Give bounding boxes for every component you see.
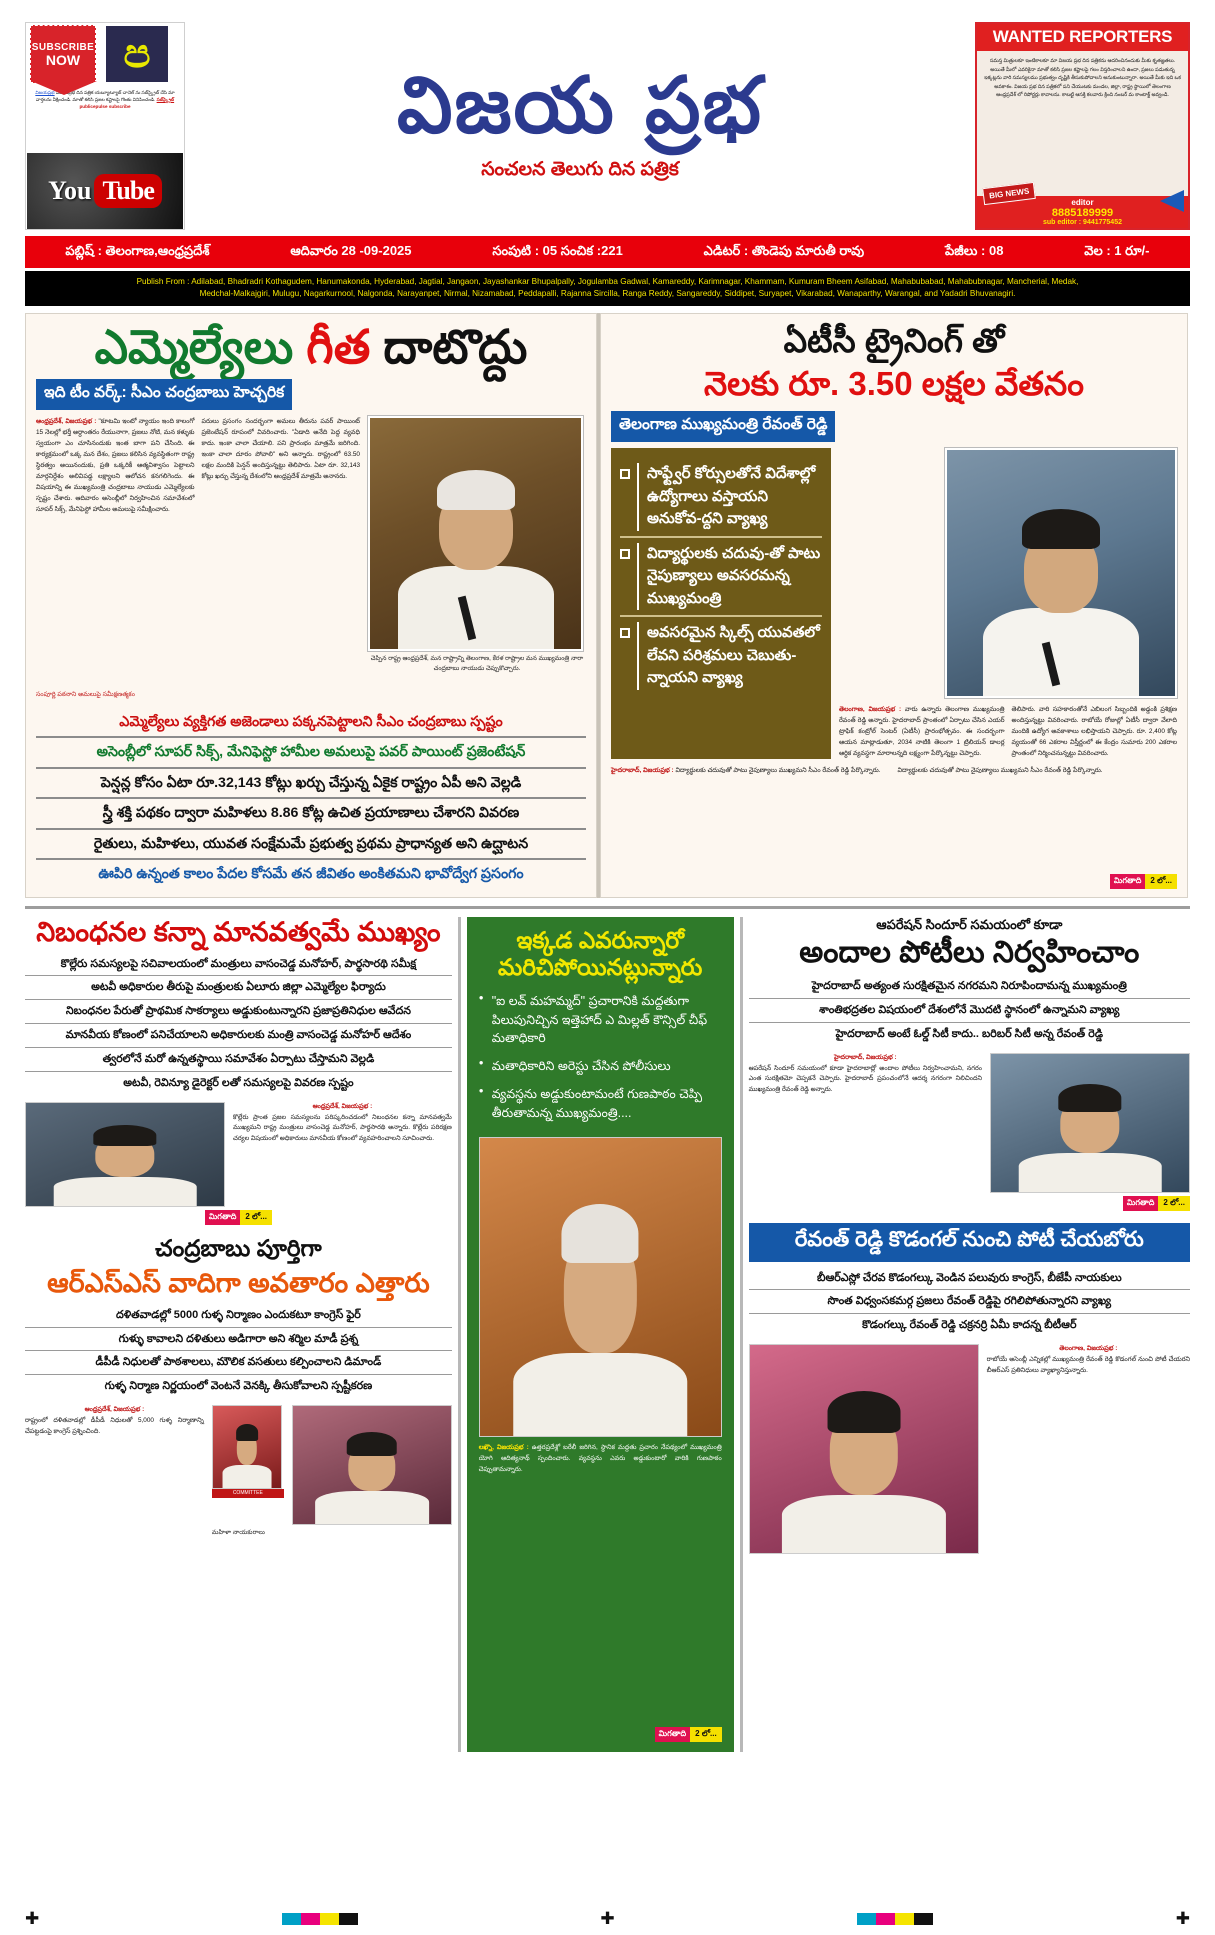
- lead-left-column-1: [36, 416, 195, 687]
- photo-hair-shape: [236, 1424, 258, 1440]
- photo-hair-shape: [1058, 1084, 1121, 1112]
- story4-sub-1: దళితవాడల్లో 5000 గుళ్ళ నిర్మాణం ఎందుకటూ కాంగ్రెస్ ఫైర్: [115, 1308, 361, 1321]
- megaphone-icon: [1160, 190, 1184, 212]
- lead-right-footer-note: విద్యార్థులకు చదువుతో పాటు నైపుణ్యాలు ముఖ్యమని సీఎం రేవంత్ రెడ్డి పేర్కొన్నారు.: [675, 767, 881, 775]
- story5-subheads: [749, 1267, 1190, 1338]
- story5-dateline: తెలంగాణ, విజయప్రభ :: [1059, 1345, 1118, 1353]
- story5-photo: [749, 1344, 979, 1554]
- lead-left-body-1: "కూటమి ఇంటో న్యాయం ఇంది కాలంగో 15 నెలల్లో భర్తీ అర్ధాంతరం రేయునాగా, ప్రజలు నోటి, మన కళ్ళుకు స్వయంగా ఎం చూసినందుకు ఇంత బాగా పని చేసింది. ఈ కార్యక్రమంలో ఒక్క మన దేశం, ప్రజలు కలిసిన వ్యవస్థితంగా రాష్ట్ర స్థిరత్వం అయినందుకు, ప్రతి ఒక్కరికీ ఆత్మవిశ్వాసం పెట్టాలని మార్గనిర్దేశం అలివిపడ్డ లక్ష్యాలని ఆలోచన కనగలిగెందు. ఈ విషయాన్ని ఈ ముఖ్యమంత్రి చంద్రబాబు నాయుడు ఎమ్మెల్యేలకు స్పష్టం చేశారు. ఆదివారం అసెంబ్లీలో నిర్వహించిన సమావేశంలో సూపర్ సిక్స్, మేనిఫెస్టో హామీల అమలుపై సమీక్షించారు.: [36, 417, 195, 514]
- photo-body-shape: [315, 1491, 429, 1524]
- story3-kicker: ఆపరేషన్ సిందూర్ సమయంలో కూడా: [876, 916, 1063, 932]
- paper-title-block: [193, 22, 967, 230]
- page-continuation-tag[interactable]: [1123, 1196, 1190, 1211]
- registration-cross-icon-right: ✚: [1175, 1909, 1190, 1928]
- swatch-black: [914, 1913, 933, 1925]
- lead-left-text-columns: [36, 416, 360, 687]
- lead-right-footer-col-2: [898, 765, 1178, 870]
- story1-sub-2: అటవీ అధికారుల తీరుపై మంత్రులకు ఏలూరు జిల్లా ఎమ్మెల్యేల ఫిర్యాదు: [25, 975, 452, 999]
- story3-sub-3: హైదరాబాద్ అంటే ఓల్డ్ సిటీ కాదు.. బరిబర్ సిటీ అన్న రేవంత్ రెడ్డి: [749, 1022, 1190, 1046]
- bullet-square-icon: [620, 469, 630, 479]
- lead-right-bullet-1-text: సాఫ్ట్వేర్ కోర్సులతోనే విదేశాల్లో ఉద్యోగాలు వస్తాయని అనుకోవ-ద్దని వ్యాఖ్య: [637, 463, 822, 531]
- lead-right-column-2: [1012, 704, 1178, 759]
- story2-headline-line2: మరిచిపోయినట్లున్నారు: [498, 954, 703, 981]
- story2-body: ఉత్తరప్రదేశ్లో బరేలీ జరిగిన, స్థానిక మద్దతు ప్రచారం నేపథ్యంలో ముఖ్యమంత్రి యోగి ఆదిత్యనాథ్ స్పందించారు. వ్యవస్థను ఎవరు అడ్డుకుంటారో వారికి గుణపాఠం చెప్పుతామన్నారు.: [478, 1444, 722, 1474]
- story5-sub-2: సొంత విధ్వంసకమర్గ ప్రజలు రేవంత్ రెడ్డిపై రగిలిపోతున్నారని వ్యాఖ్య: [749, 1289, 1190, 1313]
- lead-right-headline-line2: నెలకు రూ. 3.50 లక్షల వేతనం: [704, 364, 1084, 402]
- story1-continuation-tag[interactable]: [25, 1210, 452, 1225]
- story2-bullet-3: ● వ్యవస్థను అడ్డుకుంటామంటే గుణపాఠం చెప్పి తీరుతామన్న ముఖ్యమంత్రి....: [479, 1085, 722, 1123]
- subscribe-now-ribbon[interactable]: [30, 25, 96, 83]
- story1-body: కొల్లేరు ప్రాంత ప్రజల సమస్యలను పరిష్కరించడంలో నిబంధనల కన్నా మానవత్వమే ముఖ్యమని రాష్ట్ర మంత్రులు వాసంచెడ్డ మనోహర్, పార్థసారథి అన్నారు. కొల్లేరు పరిరక్షణ చర్యల విషయంలో అధికారులు మానవీయ కోణంలో వ్యవహరించాలని సూచించారు.: [233, 1113, 452, 1143]
- info-editor: ఎడిటర్ : తొండెపు మారుతీ రావు: [703, 242, 865, 258]
- promo-top-row: [26, 23, 184, 85]
- swatch-yellow: [320, 1913, 339, 1925]
- wanted-reporters-ad[interactable]: [975, 22, 1190, 230]
- story5-sub-1: బీఆర్ఎస్లో చేరవ కొడంగల్కు వెండిన పలువురు కాంగ్రెస్, బీజేపీ నాయకులు: [816, 1271, 1122, 1284]
- lead-story-left: [25, 313, 597, 898]
- lead-right-footer-note-dup: విద్యార్థులకు చదువుతో పాటు నైపుణ్యాలు ముఖ్యమని సీఎం రేవంత్ రెడ్డి పేర్కొన్నారు.: [897, 767, 1103, 775]
- info-volume-issue: సంపుటి : 05 సంచిక :221: [492, 242, 623, 258]
- masthead: [0, 0, 1215, 230]
- story2-text: [479, 1443, 722, 1476]
- story3-sub-2: శాంతిభద్రతల విషయంలో దేశంలోనే మొదటి స్థానంలో ఉన్నామని వ్యాఖ్య: [749, 998, 1190, 1022]
- highlight-row-2: అసెంబ్లీలో సూపర్ సిక్స్, మేనిఫెస్టో హామీల అమలుపై పవర్ పాయింట్ ప్రజెంటేషన్: [36, 736, 586, 766]
- story4-body: రాష్ట్రంలో దళితవాడల్లో డీపీడీ నిధులతో 5,000 గుళ్ళ నిర్మాణాన్ని చేపట్టడంపై కాంగ్రెస్ ప్రశ్నించింది.: [25, 1417, 204, 1435]
- continuation-page: 2 లో...: [690, 1727, 722, 1742]
- highlight-row-4: స్త్రీ శక్తి పథకం ద్వారా మహిళలు 8.86 కోట్ల ఉచిత ప్రయాణాలు చేశారని వివరణ: [36, 797, 586, 827]
- story4-sub-3: డీపీడీ నిధులతో పాఠశాలలు, మౌలిక వసతులు కల్పించాలని డిమాండ్: [25, 1350, 452, 1374]
- lead-right-bullet-3: [620, 615, 822, 695]
- story1-dateline: ఆంధ్రప్రదేశ్, విజయప్రభ :: [312, 1102, 373, 1110]
- info-pages: పేజీలు : 08: [944, 242, 1004, 258]
- bottom-column-right: [749, 917, 1190, 1752]
- lead-right-kicker: తెలంగాణ ముఖ్యమంత్రి రేవంత్ రెడ్డి: [611, 411, 835, 442]
- lead-right-bullet-1: [620, 458, 822, 536]
- bullet-square-icon: [620, 628, 630, 638]
- lead-left-headline-part2: గీత: [306, 319, 371, 373]
- bottom-story-4: [25, 1235, 452, 1538]
- story3-text: [749, 1053, 982, 1193]
- logo-glyph: ප: [123, 30, 151, 77]
- story3-sub-1: హైదరాబాద్ అత్యంత సురక్షితమైన నగరమని నిరూపిందామన్న ముఖ్యమంత్రి: [811, 980, 1127, 993]
- promo-body-text: విజయప్రభ దిన పత్రిక యబ్యూట్యూబ్ చానెల్ ను సబ్‌స్క్రైబ్ చేసి మా వార్తలను వీక్షించండి. మాతో కలిసి ప్రజల కష్టాలపై గొంతు వినిపించండి.: [35, 90, 175, 103]
- lead-left-source-note: సంపూర్ణి పఠనాని అమలుపై సమీక్షణత్మకం: [36, 690, 135, 698]
- continuation-page: 2 లో...: [240, 1210, 272, 1225]
- continuation-page: 2 లో...: [1145, 874, 1177, 889]
- story2-headline-line1: ఇక్కడ ఎవరున్నారో: [516, 926, 684, 953]
- page-title: విజయ ప్రభ: [397, 61, 763, 151]
- continuation-page: 2 లో...: [1158, 1196, 1190, 1211]
- swatch-magenta: [876, 1913, 895, 1925]
- info-price: వెల : 1 రూ/-: [1084, 242, 1150, 258]
- wanted-reporters-heading: WANTED REPORTERS: [977, 24, 1188, 51]
- story3-body-row: [749, 1053, 1190, 1193]
- lead-left-body-2: పరులు ప్రసంగం సందర్భంగా అమలు తీరును పవర్ పాయింట్ ప్రజెంటేషన్ రూపంలో వివరించారు. "ఏడాది అనేది పెద్ద వ్యవధి కాదు. ఇంకా చాలా చేయాలి. పని ప్రారంభం మాత్రమే జరిగింది. ఇంకా చాలా దూరం పోవాలి" అని అన్నారు. రాష్ట్రంలో 63.50 లక్షల మందికి పెన్షన్ అందిస్తున్నట్టు తెలిపారు. ఏటా రూ. 32,143 కోట్లు ఖర్చు చేస్తున్న దేశంలోని ఆంధ్రప్రదేశ్ మాత్రమే అనానరు.: [201, 417, 360, 481]
- bottom-column-divider-2: [740, 917, 743, 1752]
- lead-left-column-2: [202, 416, 361, 687]
- story4-sub-2: గుళ్ళు కావాలని దళితులు అడిగారా అని శర్మిల మాడీ ప్రశ్న: [25, 1327, 452, 1351]
- story3-dateline: హైదరాబాద్, విజయప్రభ :: [833, 1053, 897, 1061]
- story2-dateline: లఖ్నౌ, విజయప్రభ :: [478, 1444, 529, 1452]
- bottom-story-1: [25, 917, 452, 1225]
- highlight-row-5: రైతులు, మహిళలు, యువత సంక్షేమమే ప్రభుత్వ ప్రథమ ప్రాధాన్యత అని ఉద్ఘాటన: [36, 828, 586, 858]
- lead-right-bullet-box: [611, 448, 831, 759]
- paper-tagline: సంచలన తెలుగు దిన పత్రిక: [481, 159, 679, 180]
- story4-subheads: [25, 1304, 452, 1398]
- story1-sub-1: కొల్లేరు సమస్యలపై సచివాలయంలో మంత్రులు వాసంచెడ్డ మనోహర్, పార్థసారథి సమీక్ష: [60, 957, 417, 970]
- lead-left-kicker: ఇది టీం వర్క్: సీఎం చంద్రబాబు హెచ్చరిక: [36, 379, 292, 410]
- continuation-label: మిగతాది: [1110, 874, 1146, 889]
- photo-body-shape: [222, 1465, 271, 1488]
- big-news-badge: BIG NEWS: [982, 182, 1036, 205]
- story3-subheads: [749, 975, 1190, 1046]
- youtube-tube-label: Tube: [94, 174, 161, 208]
- lead-right-column-1: [839, 704, 1005, 759]
- story4-body-row: [25, 1405, 452, 1525]
- swatch-yellow: [895, 1913, 914, 1925]
- story1-sub-4: మానవీయ కోణంలో పనిచేయాలని అధికారులకు మంత్రి వాసంచెడ్డ మనోహర్ ఆదేశం: [25, 1023, 452, 1047]
- continuation-label: మిగతాది: [1123, 1196, 1159, 1211]
- photo-hair-shape: [1022, 509, 1100, 549]
- lead-right-headline-line1: ఏటీసీ ట్రైనింగ్ తో: [783, 321, 1005, 359]
- page-continuation-tag[interactable]: [655, 1727, 722, 1742]
- bottom-story-3: [749, 917, 1190, 1211]
- photo-hair-shape: [347, 1432, 398, 1456]
- lead-left-headline-part3: దాటొద్దు: [383, 319, 528, 373]
- photo-hair-shape: [562, 1204, 639, 1264]
- story4-headline-line2: ఆర్ఎస్ఎస్ వాదిగా అవతారం ఎత్తారు: [47, 1267, 430, 1298]
- promo-subscribe-word: subscribe: [108, 104, 131, 110]
- story1-sub-5: త్వరలోనే మరో ఉన్నతస్థాయి సమావేశం ఏర్పాటు చేస్తామని వెల్లడి: [25, 1047, 452, 1071]
- lead-right-dateline-2: హైదరాబాద్, విజయప్రభ :: [611, 767, 674, 775]
- lead-right-footer-columns: [611, 765, 1177, 870]
- publish-from-line-2: Medchal-Malkajgiri, Mulugu, Nagarkurnool, Nalgonda, Narayanpet, Nirmal, Nizamabad, Peddapalli, Rajanna Sircilla, Ranga Reddy, Sangareddy, Siddipet, Suryapet, Vikarabad, Wanaparthy, Warangal, and Yadadri Bhuvanagiri.: [199, 289, 1016, 299]
- story5-headline: రేవంత్ రెడ్డి కొడంగల్ నుంచి పోటీ చేయబోరు: [749, 1223, 1190, 1262]
- continuation-label: మిగతాది: [655, 1727, 691, 1742]
- swatch-cyan: [282, 1913, 301, 1925]
- lead-left-dateline: ఆంధ్రప్రదేశ్, విజయప్రభ :: [36, 417, 97, 425]
- story3-continuation-tag[interactable]: [749, 1196, 1190, 1211]
- story4-dateline: ఆంధ్రప్రదేశ్, విజయప్రభ :: [84, 1406, 145, 1414]
- story3-photo: [990, 1053, 1190, 1193]
- youtube-badge[interactable]: [27, 153, 183, 229]
- lead-right-footer-col-1: [611, 765, 891, 870]
- subscribe-label: SUBSCRIBE: [31, 41, 95, 53]
- lead-left-photo-caption: చెప్పిన రాష్ట్ర ఆంధ్రప్రదేశ్, మన రాష్ట్రాన్ని తెలంగాణ, కేరళ రాష్ట్రాల మన ముఖ్యమంత్రి నారా చంద్రబాబు నాయుడు చెప్పుకొచ్చారు.: [370, 654, 584, 672]
- story4-photo-badge: [212, 1405, 282, 1489]
- photo-hair-shape: [93, 1125, 156, 1146]
- lead-right-body-2: తెలిపారు. వారి సహకారంతోనే ఎబిలంగ సిబ్బందికి అడ్డంకి ప్రశిక్షణ అందిస్తున్నట్టు వివరించారు. రాబోయే రోజుల్లో ఏటీసీ ద్వారా వేలాది మందికి ఉద్యోగ అవకాశాలు లభిస్తాయని చెప్పారు. రూ. 2,400 కోట్ల వ్యయంతో 66 ఎకరాల విస్తీర్ణంలో ఈ కేంద్రం సుమారు 200 ఎకరాల ప్రాంతంలో నిర్మించనున్నట్టు వివరించారు.: [1011, 706, 1177, 758]
- story4-photo-caption: మహిళా నాయకురాలు: [211, 1529, 265, 1537]
- publish-from-bar: [25, 271, 1190, 306]
- publicpulse-logo: [106, 26, 168, 82]
- bottom-column-middle: [467, 917, 734, 1752]
- story5-body: రాబోయే అసెంబ్లీ ఎన్నికల్లో ముఖ్యమంత్రి రేవంత్ రెడ్డి కొడంగల్ నుంచి పోటీ చేయరని బీఆర్ఎస్ ప్రతినిధులు వ్యాఖ్యానిస్తున్నారు.: [986, 1356, 1190, 1374]
- editor-phone[interactable]: 8885189999: [1051, 207, 1114, 219]
- story1-headline: నిబంధనల కన్నా మానవత్వమే ముఖ్యం: [36, 916, 441, 947]
- story1-photo: [25, 1102, 225, 1207]
- story2-bullet-list: [479, 992, 722, 1132]
- highlight-row-1: ఎమ్మెల్యేలు వ్యక్తిగత అజెండాలు పక్కనపెట్టాలని సీఎం చంద్రబాబు స్పష్టం: [119, 713, 503, 730]
- photo-hair-shape: [827, 1391, 900, 1433]
- photo-hair-shape: [437, 470, 515, 510]
- color-swatches-right: [857, 1913, 933, 1925]
- page-continuation-tag[interactable]: [205, 1210, 272, 1225]
- color-swatches-left: [282, 1913, 358, 1925]
- story1-sub-3: నిబంధనల పేరుతో ప్రాథమిక సాకర్యాలు అడ్డుకుంటున్నారని ప్రజాప్రతినిధుల ఆవేదన: [25, 999, 452, 1023]
- swatch-cyan: [857, 1913, 876, 1925]
- photo-body-shape: [983, 608, 1139, 697]
- story1-subheads: [25, 953, 452, 1095]
- photo-body-shape: [1019, 1153, 1162, 1192]
- lead-right-bullet-2: [620, 536, 822, 616]
- registration-cross-icon-left: ✚: [25, 1909, 40, 1928]
- highlight-row-6: ఊపిరి ఉన్నంత కాలం పేదల కోసమే తన జీవితం అంకితమని భావోద్వేగ ప్రసంగం: [36, 858, 586, 888]
- bottom-column-divider-1: [458, 917, 461, 1752]
- page-continuation-tag[interactable]: [1110, 874, 1177, 889]
- story2-bullet-1: ● "ఐ లవ్ మహమ్మద్" ప్రచారానికి మద్దతుగా పిలుపునిచ్చిన ఇత్తెహాద్ ఎ మిల్లత్ కౌన్సిల్ చీఫ్ మతాధికారి: [479, 992, 722, 1048]
- story4-photo: [292, 1405, 452, 1525]
- registration-cross-icon-mid: ✚: [600, 1909, 615, 1928]
- story1-text: [233, 1102, 452, 1207]
- lead-stories-section: [25, 313, 1190, 898]
- revanth-reddy-photo: [945, 448, 1177, 698]
- story5-text: [987, 1344, 1190, 1554]
- publish-from-line-1: Publish From : Adilabad, Bhadradri Kothagudem, Hanumakonda, Hyderabad, Jagtial, Jangaon, Jayashankar Bhupalpally, Jogulamba Gadwal, Kamareddy, Karimnagar, Khammam, Kumuram Bheem Asifabad, Mahabubabad, Mahabubnagar, Mancherial, Medak,: [136, 277, 1079, 286]
- story4-sub-4: గుళ్ళ నిర్మాణ నిర్ణయంలో వెంటనే వెనక్కి తీసుకోవాలని స్పష్టీకరణ: [25, 1374, 452, 1398]
- story1-body-row: [25, 1102, 452, 1207]
- lead-left-headline-part1: ఎమ్మెల్యేలు: [94, 319, 294, 373]
- lead-left-article-row: [36, 416, 586, 687]
- info-date: ఆదివారం 28 -09-2025: [290, 242, 412, 258]
- story2-continuation-tag[interactable]: [479, 1727, 722, 1742]
- lead-right-body-1: వారు ఉన్నారు తెలంగాణ ముఖ్యమంత్రి రేవంత్ రెడ్డి అన్నారు. హైదరాబాద్ ప్రాంతంలో ఏర్పాటు చేసిన ఎయర్ ట్రాఫిక్ కంట్రోల్ సెంటర్ (ఏటీసీ) ప్రారంభోత్సవం. ఈ సందర్భంగా ఆయన మాట్లాడుతూ, 2034 నాటికి తెలంగా 1 ట్రిలియన్ డాలర్ల ఆర్థిక వ్యవస్థగా మారాలన్నది లక్ష్యంగా పేర్కొన్నట్టు చెప్పారు.: [839, 706, 1005, 758]
- story1-sub-6: అటవీ, రెవిన్యూ డైరెక్టర్ లతో సమస్యలపై వివరణ స్పష్టం: [25, 1071, 452, 1095]
- swatch-black: [339, 1913, 358, 1925]
- highlight-row-3: పెన్షన్ల కోసం ఏటా రూ.32,143 కోట్లు ఖర్చు చేస్తున్న ఏకైక రాష్ట్రం ఏపీ అని వెల్లడి: [36, 767, 586, 797]
- story4-badge-label: COMMITTEE: [212, 1489, 284, 1498]
- print-registration-footer: [25, 1909, 1190, 1929]
- story3-body: ఆపరేషన్ సిందూర్ సమయంలో కూడా హైదరాబాద్లో అందాల పోటీలు నిర్వహించామని, నగరం ఎంత సురక్షితమో చెప్పకనే చెప్పారు. హైదరాబాద్ ప్రపంచంలోనే ఆదర్శ నగరంగా నిలిచిందని ముఖ్యమంత్రి రేవంత్ రెడ్డి అన్నారు.: [748, 1064, 982, 1094]
- story2-photo: [479, 1137, 722, 1437]
- lead-story-right: [600, 313, 1188, 898]
- story4-headline-line1: చంద్రబాబు పూర్తిగా: [155, 1234, 322, 1261]
- promo-subscribe-highlight[interactable]: సబ్‌స్క్రైబ్: [156, 97, 175, 103]
- photo-body-shape: [54, 1177, 197, 1206]
- continuation-label: మిగతాది: [205, 1210, 241, 1225]
- photo-body-shape: [513, 1353, 687, 1436]
- story5-body-row: [749, 1344, 1190, 1554]
- story3-headline: అందాల పోటీలు నిర్వహించాం: [799, 935, 1140, 969]
- promo-publicpulse-highlight: publicepulse: [79, 104, 108, 110]
- wanted-reporters-body: సమస్త మిత్రులకూ ఇంటికాలకూ మా విజయ ప్రభ దిన పత్రికను ఆదరించినందుకు మీకు కృతజ్ఞతలు. అయితే మీలో ఎవరికైనా మాతో కలిసి ప్రజల కష్టాలపై గలం విస్తరించాలని ఉందా, ప్రజలు పడుతున్న ఇక్కట్లను వారి సమస్యలము ప్రభుత్వం దృష్టికి తీసుకుపోవాలని అనుకుంటున్నారా. అయితే మీకు ఇది ఒక అవకాశం. విజయ ప్రభ దిన పత్రికలో పని చేయుటకు మండల, జిల్లా, రాష్ట్ర స్థాయిలో తెలంగాణ ఆంధ్రప్రదేశ్ లో రిపోర్టర్లు కావాలను. కాబట్టి ఆసక్తి కలవారు క్రింది నంబర్ మ కాంటాక్ట్ అవ్వండి.: [984, 58, 1181, 98]
- story4-badge-photo: [212, 1405, 284, 1525]
- lead-right-continuation-tag[interactable]: [611, 874, 1177, 889]
- subscribe-promo-box[interactable]: [25, 22, 185, 230]
- chandrababu-photo: [368, 416, 583, 651]
- bullet-square-icon: [620, 549, 630, 559]
- lead-left-highlight-list: [36, 708, 586, 889]
- lead-right-bullet-3-text: అవసరమైన స్కిల్స్ యువతలో లేవని పరిశ్రమలు చెబుతు-న్నాయని వ్యాఖ్య: [637, 622, 822, 690]
- photo-body-shape: [782, 1495, 946, 1553]
- story2-bullet-2: ● మతాధికారిని అరెస్టు చేసిన పోలీసులు: [479, 1057, 722, 1076]
- sub-editor-phone[interactable]: sub editor : 9441775452: [1043, 219, 1122, 226]
- editor-label: editor: [1071, 198, 1094, 207]
- lead-left-headline: [36, 319, 586, 373]
- youtube-you-label: You: [48, 176, 92, 205]
- section-separator: [25, 906, 1190, 909]
- info-publish-states: పబ్లిష్ : తెలంగాణ,ఆంధ్రప్రదేశ్: [65, 242, 210, 258]
- bottom-column-left: [25, 917, 452, 1752]
- story4-text: [25, 1405, 204, 1525]
- lead-right-text-columns: [839, 704, 1177, 759]
- lead-right-bullet-2-text: విద్యార్థులకు చదువు-తో పాటు నైపుణ్యాలు అవసరమన్న ముఖ్యమంత్రి: [637, 543, 822, 611]
- story5-sub-3: కొడంగల్కు రేవంత్ రెడ్డి చక్రనర్రి ఏమీ కాదన్న బీటీఆర్: [749, 1313, 1190, 1337]
- swatch-magenta: [301, 1913, 320, 1925]
- bottom-story-5: [749, 1223, 1190, 1555]
- lead-right-dateline: తెలంగాణ, విజయప్రభ :: [839, 706, 902, 714]
- now-label: NOW: [45, 51, 81, 68]
- bottom-stories-section: [25, 917, 1190, 1752]
- publication-info-bar: [25, 236, 1190, 268]
